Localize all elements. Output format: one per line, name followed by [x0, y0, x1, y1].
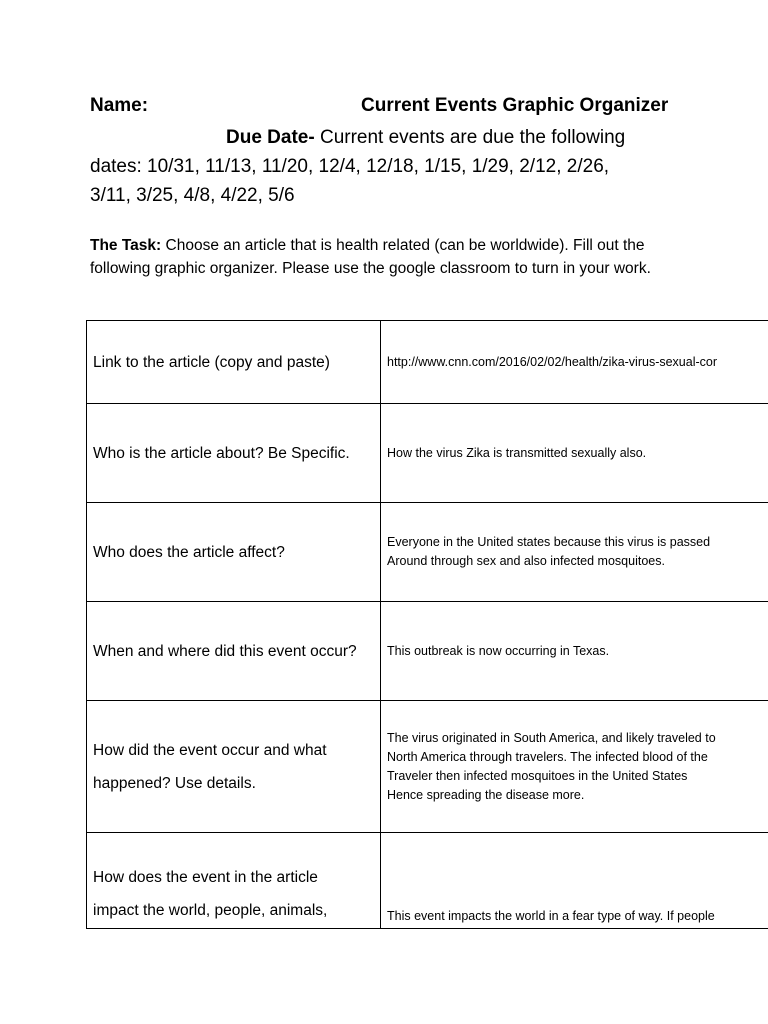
question-cell	[87, 602, 381, 701]
answer-cell[interactable]	[381, 404, 768, 503]
due-date-label: Due Date-	[226, 127, 315, 148]
name-label: Name:	[90, 95, 149, 116]
task-text: Choose an article that is health related (can be worldwide). Fill out the following graphic organizer. Please use the google classroom to turn in your work.	[90, 237, 651, 277]
answer-text: Around through sex and also infected mosquitoes.	[387, 554, 665, 568]
due-date-line-1	[90, 123, 730, 152]
table-row	[87, 503, 768, 602]
question-cell	[87, 701, 381, 833]
answer-text: How the virus Zika is transmitted sexually also.	[387, 445, 647, 460]
answer-text: Hence spreading the disease more.	[387, 787, 585, 802]
answer-text: This outbreak is now occurring in Texas.	[387, 643, 610, 658]
answer-cell[interactable]	[381, 602, 768, 701]
due-date-text-1: Current events are due the following	[314, 127, 626, 148]
answer-text: The virus originated in South America, and likely traveled to	[387, 730, 716, 745]
table-row	[87, 833, 768, 929]
table-row	[87, 404, 768, 503]
table-row	[87, 321, 768, 404]
question-cell	[87, 321, 381, 404]
page-title: Current Events Graphic Organizer	[361, 95, 669, 116]
question-text: How does the event in the article	[93, 869, 318, 886]
answer-text: Everyone in the United states because this virus is passed	[387, 535, 711, 549]
question-text: Link to the article (copy and paste)	[93, 353, 330, 371]
question-cell	[87, 833, 381, 929]
question-cell	[87, 404, 381, 503]
task-label: The Task:	[90, 237, 162, 254]
answer-cell[interactable]	[381, 701, 768, 833]
answer-cell[interactable]	[381, 503, 768, 602]
question-cell	[87, 503, 381, 602]
question-text: impact the world, people, animals,	[93, 902, 328, 919]
due-date-text-3: 3/11, 3/25, 4/8, 4/22, 5/6	[90, 185, 295, 206]
question-text: happened? Use details.	[93, 774, 256, 792]
task-paragraph	[90, 235, 690, 280]
question-text: How did the event occur and what	[93, 741, 327, 759]
document-header	[90, 95, 730, 210]
due-date-text-2: dates: 10/31, 11/13, 11/20, 12/4, 12/18, 1/15, 1/29, 2/12, 2/26,	[90, 156, 610, 177]
graphic-organizer-table	[86, 320, 768, 929]
question-text: Who is the article about? Be Specific.	[93, 444, 350, 462]
due-date-paragraph	[90, 123, 730, 210]
answer-text: http://www.cnn.com/2016/02/02/health/zika-virus-sexual-cor	[387, 354, 718, 369]
answer-text: Traveler then infected mosquitoes in the United States	[387, 768, 688, 783]
question-text: When and where did this event occur?	[93, 642, 357, 660]
answer-cell[interactable]	[381, 321, 768, 404]
question-text: Who does the article affect?	[93, 543, 285, 561]
table-row	[87, 701, 768, 833]
table-row	[87, 602, 768, 701]
answer-cell[interactable]	[381, 833, 768, 929]
answer-text: North America through travelers. The infected blood of the	[387, 749, 708, 764]
answer-text: This event impacts the world in a fear type of way. If people	[387, 909, 715, 923]
